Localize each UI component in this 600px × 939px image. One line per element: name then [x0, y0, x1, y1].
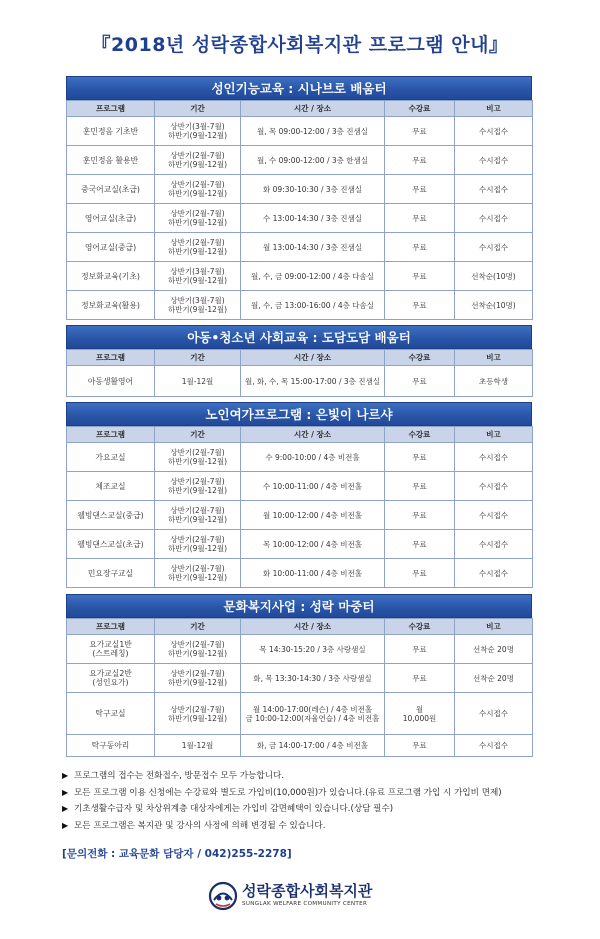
table-row: [67, 366, 533, 397]
cell-fee: 무료: [385, 559, 455, 588]
cell-time-place: 월 10:00-12:00 / 4층 비전홀: [241, 501, 385, 530]
table-row: [67, 501, 533, 530]
cell-period: 상반기(2월-7월) 하반기(9월-12월): [155, 530, 241, 559]
cell-fee: 무료: [385, 664, 455, 693]
header-time-place: 시간 / 장소: [241, 619, 385, 635]
cell-fee: 무료: [385, 291, 455, 320]
table-header-row: [67, 619, 533, 635]
cell-fee: 무료: [385, 262, 455, 291]
header-note: 비고: [455, 427, 533, 443]
cell-program: 요가교실1반 (스트레칭): [67, 635, 155, 664]
cell-note: 선착순 20명: [455, 664, 533, 693]
header-program: 프로그램: [67, 350, 155, 366]
cell-note: 수시접수: [455, 559, 533, 588]
cell-note: 초등학생: [455, 366, 533, 397]
note-text: 모든 프로그램은 복지관 및 강사의 사정에 의해 변경될 수 있습니다.: [74, 820, 326, 831]
cell-program: 요가교실2반 (성인요가): [67, 664, 155, 693]
header-period: 기간: [155, 427, 241, 443]
cell-program: 웰빙댄스교실(초급): [67, 530, 155, 559]
cell-time-place: 수 10:00-11:00 / 4층 비전홀: [241, 472, 385, 501]
table-row: [67, 175, 533, 204]
cell-fee: 무료: [385, 204, 455, 233]
cell-period: 상반기(2월-7월) 하반기(9월-12월): [155, 146, 241, 175]
header-fee: 수강료: [385, 427, 455, 443]
cell-note: 수시접수: [455, 735, 533, 757]
table-row: [67, 530, 533, 559]
section-title: 문화복지사업 : 성락 마중터: [66, 594, 532, 618]
header-fee: 수강료: [385, 350, 455, 366]
note-item: [62, 768, 582, 785]
header-program: 프로그램: [67, 101, 155, 117]
cell-time-place: 목 14:30-15:20 / 3층 사랑샘실: [241, 635, 385, 664]
cell-time-place: 수 9:00-10:00 / 4층 비전홀: [241, 443, 385, 472]
program-table: [66, 349, 533, 397]
cell-note: 수시접수: [455, 693, 533, 735]
header-fee: 수강료: [385, 101, 455, 117]
cell-note: 수시접수: [455, 443, 533, 472]
logo-name: 성락종합사회복지관: [242, 882, 373, 900]
triangle-bullet-icon: ▶: [62, 820, 69, 830]
cell-note: 선착순 20명: [455, 635, 533, 664]
cell-time-place: 화, 목 13:30-14:30 / 3층 사랑샘실: [241, 664, 385, 693]
cell-program: 정보화교육(기초): [67, 262, 155, 291]
cell-note: 수시접수: [455, 501, 533, 530]
table-header-row: [67, 350, 533, 366]
program-table: [66, 618, 533, 757]
header-fee: 수강료: [385, 619, 455, 635]
cell-fee: 무료: [385, 735, 455, 757]
cell-time-place: 화 09:30-10:30 / 3층 진샘실: [241, 175, 385, 204]
cell-note: 수시접수: [455, 204, 533, 233]
note-text: 프로그램의 접수는 전화접수, 방문접수 모두 가능합니다.: [74, 771, 285, 781]
cell-period: 상반기(3월-7월) 하반기(9월-12월): [155, 262, 241, 291]
note-item: [62, 818, 582, 835]
cell-time-place: 월 13:00-14:30 / 3층 진샘실: [241, 233, 385, 262]
header-program: 프로그램: [67, 427, 155, 443]
table-row: [67, 735, 533, 757]
cell-note: 수시접수: [455, 146, 533, 175]
cell-fee: 무료: [385, 530, 455, 559]
cell-time-place: 월, 목 09:00-12:00 / 3층 진샘실: [241, 117, 385, 146]
header-period: 기간: [155, 101, 241, 117]
cell-fee: 무료: [385, 472, 455, 501]
header-time-place: 시간 / 장소: [241, 101, 385, 117]
cell-note: 수시접수: [455, 117, 533, 146]
note-text: 기초생활수급자 및 차상위계층 대상자에게는 가입비 감면혜택이 있습니다.(상담 필수): [74, 804, 394, 814]
section-title: 아동•청소년 사회교육 : 도담도담 배움터: [66, 325, 532, 349]
table-header-row: [67, 427, 533, 443]
cell-time-place: 월, 수, 금 09:00-12:00 / 4층 다솜실: [241, 262, 385, 291]
header-note: 비고: [455, 101, 533, 117]
cell-period: 상반기(2월-7월) 하반기(9월-12월): [155, 664, 241, 693]
cell-program: 웰빙댄스교실(중급): [67, 501, 155, 530]
cell-time-place: 화, 금 14:00-17:00 / 4층 비전홀: [241, 735, 385, 757]
header-time-place: 시간 / 장소: [241, 427, 385, 443]
cell-period: 상반기(2월-7월) 하반기(9월-12월): [155, 472, 241, 501]
cell-program: 탁구동아리: [67, 735, 155, 757]
section-title: 성인기능교육 : 시나브로 배움터: [66, 76, 532, 100]
cell-fee: 무료: [385, 233, 455, 262]
cell-program: 탁구교실: [67, 693, 155, 735]
cell-program: 중국어교실(초급): [67, 175, 155, 204]
section-youth-education: [66, 325, 532, 397]
cell-period: 상반기(2월-7월) 하반기(9월-12월): [155, 693, 241, 735]
table-row: [67, 262, 533, 291]
cell-time-place: 화 10:00-11:00 / 4층 비전홀: [241, 559, 385, 588]
section-title: 노인여가프로그램 : 은빛이 나르샤: [66, 402, 532, 426]
cell-period: 상반기(3월-7월) 하반기(9월-12월): [155, 117, 241, 146]
cell-program: 훈민정음 기초반: [67, 117, 155, 146]
cell-program: 영어교실(초급): [67, 204, 155, 233]
program-table: [66, 426, 533, 588]
cell-program: 영어교실(중급): [67, 233, 155, 262]
cell-time-place: 월, 수 09:00-12:00 / 3층 한샘실: [241, 146, 385, 175]
cell-note: 선착순(10명): [455, 291, 533, 320]
table-row: [67, 693, 533, 735]
cell-time-place: 목 10:00-12:00 / 4층 비전홀: [241, 530, 385, 559]
cell-fee: 무료: [385, 635, 455, 664]
header-period: 기간: [155, 350, 241, 366]
cell-period: 상반기(2월-7월) 하반기(9월-12월): [155, 233, 241, 262]
cell-note: 수시접수: [455, 530, 533, 559]
page-title: 『2018년 성락종합사회복지관 프로그램 안내』: [91, 34, 509, 56]
table-row: [67, 472, 533, 501]
cell-period: 상반기(2월-7월) 하반기(9월-12월): [155, 175, 241, 204]
header-period: 기간: [155, 619, 241, 635]
table-header-row: [67, 101, 533, 117]
note-item: [62, 801, 582, 818]
cell-fee: 월 10,000원: [385, 693, 455, 735]
cell-program: 훈민정음 활용반: [67, 146, 155, 175]
note-text: 모든 프로그램 이용 신청에는 수강료와 별도로 가입비(10,000원)가 있습니다.(유료 프로그램 가입 시 가입비 면제): [74, 787, 502, 798]
table-row: [67, 664, 533, 693]
cell-program: 아동생활영어: [67, 366, 155, 397]
contact-info: [문의전화 : 교육문화 담당자 / 042)255-2278]: [62, 848, 292, 860]
triangle-bullet-icon: ▶: [62, 804, 69, 813]
cell-program: 가요교실: [67, 443, 155, 472]
table-row: [67, 233, 533, 262]
header-program: 프로그램: [67, 619, 155, 635]
cell-program: 체조교실: [67, 472, 155, 501]
cell-note: 수시접수: [455, 472, 533, 501]
cell-period: 1월-12월: [155, 735, 241, 757]
table-row: [67, 291, 533, 320]
cell-note: 수시접수: [455, 175, 533, 204]
table-row: [67, 635, 533, 664]
center-logo: [208, 878, 398, 918]
note-item: [62, 785, 582, 802]
cell-fee: 무료: [385, 117, 455, 146]
table-row: [67, 559, 533, 588]
table-row: [67, 146, 533, 175]
cell-period: 상반기(2월-7월) 하반기(9월-12월): [155, 559, 241, 588]
cell-time-place: 수 13:00-14:30 / 3층 진샘실: [241, 204, 385, 233]
cell-fee: 무료: [385, 175, 455, 204]
header-note: 비고: [455, 350, 533, 366]
cell-period: 1월-12월: [155, 366, 241, 397]
cell-fee: 무료: [385, 443, 455, 472]
logo-subtitle: SUNGLAK WELFARE COMMUNITY CENTER: [242, 901, 368, 907]
cell-time-place: 월, 화, 수, 목 15:00-17:00 / 3층 진샘실: [241, 366, 385, 397]
cell-note: 선착순(10명): [455, 262, 533, 291]
program-table: [66, 100, 533, 320]
cell-period: 상반기(2월-7월) 하반기(9월-12월): [155, 501, 241, 530]
triangle-bullet-icon: ▶: [62, 787, 69, 797]
cell-program: 정보화교육(활용): [67, 291, 155, 320]
cell-note: 수시접수: [455, 233, 533, 262]
cell-time-place: 월 14:00-17:00(레슨) / 4층 비전홀 금 10:00-12:00(자율연습) / 4층 비전홀: [241, 693, 385, 735]
cell-period: 상반기(2월-7월) 하반기(9월-12월): [155, 635, 241, 664]
cell-period: 상반기(3월-7월) 하반기(9월-12월): [155, 291, 241, 320]
welfare-center-emblem-icon: [208, 881, 238, 911]
triangle-bullet-icon: ▶: [62, 771, 69, 780]
header-note: 비고: [455, 619, 533, 635]
table-row: [67, 443, 533, 472]
section-culture-welfare: [66, 594, 532, 757]
cell-fee: 무료: [385, 366, 455, 397]
cell-program: 민요장구교실: [67, 559, 155, 588]
cell-fee: 무료: [385, 146, 455, 175]
cell-time-place: 월, 수, 금 13:00-16:00 / 4층 다솜실: [241, 291, 385, 320]
cell-fee: 무료: [385, 501, 455, 530]
section-adult-education: [66, 76, 532, 320]
table-row: [67, 117, 533, 146]
section-senior-leisure: [66, 402, 532, 588]
header-time-place: 시간 / 장소: [241, 350, 385, 366]
table-row: [67, 204, 533, 233]
cell-period: 상반기(2월-7월) 하반기(9월-12월): [155, 443, 241, 472]
notes-list: [62, 768, 582, 834]
cell-period: 상반기(2월-7월) 하반기(9월-12월): [155, 204, 241, 233]
